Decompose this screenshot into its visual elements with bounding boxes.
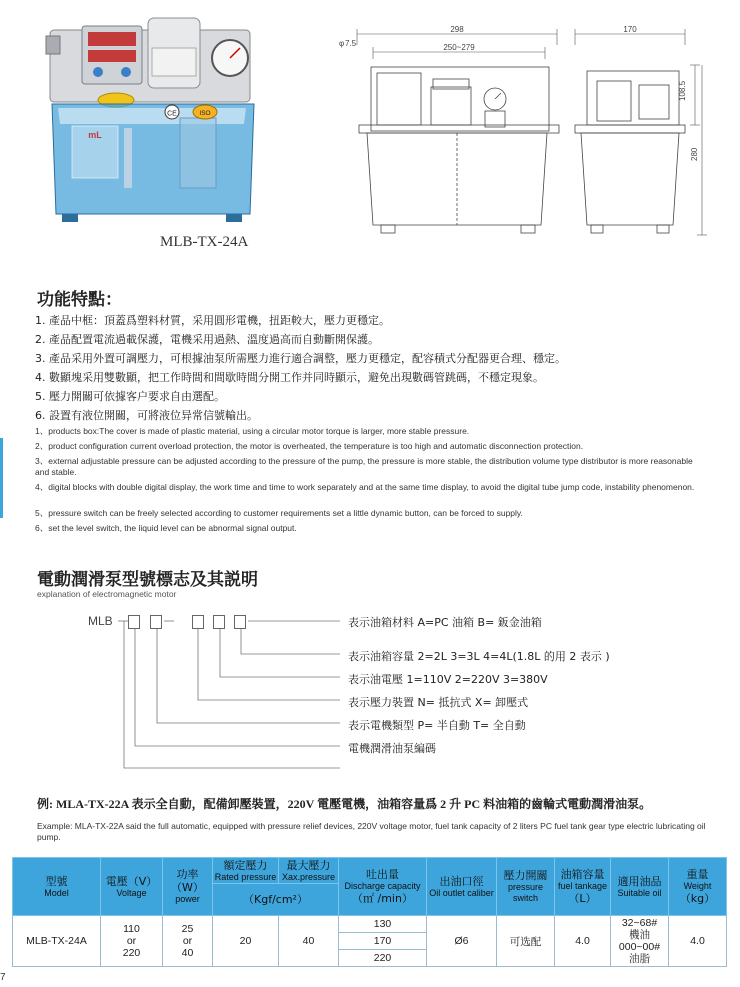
code-box-2 — [150, 615, 162, 629]
cell-discharge-1: 130 — [339, 916, 427, 933]
cell-discharge-2: 170 — [339, 933, 427, 950]
iso-mark: ISO — [199, 110, 211, 117]
dim-250-279: 250~279 — [443, 43, 475, 52]
ce-mark: CE — [167, 110, 177, 118]
dim-7-5: 7.5 — [345, 39, 357, 48]
left-accent-bar — [0, 438, 3, 518]
cell-max-pressure: 40 — [279, 916, 339, 967]
spec-table — [12, 857, 727, 967]
feature-en-6: 6、set the level switch, the liquid level can be abnormal signal output. — [35, 523, 297, 533]
feature-en-4: 4、digital blocks with double digital display, the work time and time to work separately and at the same time display, to avoid the digital tube jump code, instability phenomenon. — [35, 482, 695, 492]
page-number: 7 — [0, 972, 6, 983]
header-rated-pressure: 額定壓力 Rated pressure — [213, 858, 279, 884]
model-section-title: 電動潤滑泵型號標志及其説明 — [37, 570, 258, 590]
header-switch: 壓力開關 pressure switch — [497, 858, 555, 916]
model-desc-5: 表示電機類型 P= 半自動 T= 全自動 — [348, 719, 526, 732]
header-weight: 重量 Weight （kg） — [669, 858, 727, 916]
header-oil: 適用油品 Suitable oil — [611, 858, 669, 916]
digital-display-1 — [88, 32, 136, 46]
model-desc-4: 表示壓力裝置 N= 抵抗式 X= 卸壓式 — [348, 696, 529, 709]
header-max-pressure: 最大壓力 Xax.pressure — [279, 858, 339, 884]
phi-symbol: φ — [339, 39, 345, 48]
feature-zh-6: 6. 設置有液位開關，可將液位异常信號輸出。 — [35, 409, 258, 422]
technical-drawing — [335, 25, 710, 245]
model-desc-1: 表示油箱材料 A=PC 油箱 B= 鈑金油箱 — [348, 616, 542, 629]
code-box-5 — [234, 615, 246, 629]
product-image — [40, 8, 270, 230]
dim-170: 170 — [623, 25, 637, 34]
feature-en-5: 5、pressure switch can be freely selected according to customer requirements set a little dynamic button, can be forced to supply. — [35, 508, 523, 518]
product-caption: MLB-TX-24A — [160, 234, 249, 250]
code-box-4 — [213, 615, 225, 629]
dim-108-5: 108.5 — [678, 80, 687, 101]
feature-zh-4: 4. 數顯塊采用雙數顯，把工作時間和間歇時間分開工作并同時顯示，避免出現數碼管跳碼，不穩定現象。 — [35, 371, 544, 384]
header-discharge: 吐出量 Discharge capacity （㎡ /min） — [339, 858, 427, 916]
cell-outlet: Ø6 — [427, 916, 497, 967]
header-outlet: 出油口徑 Oil outlet caliber — [427, 858, 497, 916]
feature-zh-5: 5. 壓力開關可依據客户要求自由選配。 — [35, 390, 225, 403]
cell-model: MLB-TX-24A — [13, 916, 101, 967]
dim-280: 280 — [690, 147, 699, 161]
model-desc-6: 電機潤滑油泵編碼 — [348, 742, 436, 755]
model-desc-3: 表示油電壓 1=110V 2=220V 3=380V — [348, 673, 548, 686]
model-section-subtitle: explanation of electromagnetic motor — [37, 589, 177, 599]
brand-logo-text: mL — [88, 130, 102, 140]
feature-en-1: 1、products box:The cover is made of plastic material, using a circular motor torque is larger, more stable pressure. — [35, 426, 470, 436]
cell-weight: 4.0 — [669, 916, 727, 967]
example-zh: 例: MLA-TX-22A 表示全自動，配備卸壓裝置，220V 電壓電機，油箱容量爲 2 升 PC 料油箱的齒輪式電動潤滑油泵。 — [37, 797, 652, 811]
code-box-3 — [192, 615, 204, 629]
cell-oil: 32~68# 機油 000~00# 油脂 — [611, 916, 669, 967]
cell-tankage: 4.0 — [555, 916, 611, 967]
model-desc-2: 表示油箱容量 2=2L 3=3L 4=4L(1.8L 的用 2 表示 ) — [348, 650, 610, 663]
cell-discharge-3: 220 — [339, 950, 427, 967]
header-power: 功率（W） power — [163, 858, 213, 916]
header-model: 型號 Model — [13, 858, 101, 916]
header-voltage: 電壓（V） Voltage — [101, 858, 163, 916]
model-code-diagram — [110, 610, 350, 770]
cell-rated-pressure: 20 — [213, 916, 279, 967]
feature-en-3: 3、external adjustable pressure can be adjusted according to the pressure of the pump, the pressure is more stable, the distribution volume type distributor is more reasonable and stable. — [35, 456, 693, 477]
feature-en-2: 2、product configuration current overload protection, the motor is overheated, the temperature is too high and automatic disconnection protection. — [35, 441, 584, 451]
feature-zh-1: 1. 產品中框：頂蓋爲塑料材質，采用圓形電機，扭距較大，壓力更穩定。 — [35, 314, 390, 327]
cell-power: 25 or 40 — [163, 916, 213, 967]
cell-switch: 可选配 — [497, 916, 555, 967]
cell-voltage: 110 or 220 — [101, 916, 163, 967]
example-en: Example: MLA-TX-22A said the full automatic, equipped with pressure relief devices, 220V voltage motor, fuel tank capacity of 2 liters PC fuel tank gear type electric lubricating oil pump. — [37, 821, 706, 842]
feature-zh-3: 3. 產品采用外置可調壓力，可根據油泵所需壓力進行適合調整，壓力更穩定，配容積式分配器更合理、穩定。 — [35, 352, 566, 365]
code-box-1 — [128, 615, 140, 629]
feature-zh-2: 2. 產品配置電流過載保護，電機采用過熱、溫度過高而自動斷開保護。 — [35, 333, 379, 346]
header-tankage: 油箱容量 fuel tankage （L） — [555, 858, 611, 916]
model-prefix: MLB — [88, 614, 113, 628]
side-view — [575, 71, 685, 233]
front-view — [359, 67, 559, 233]
features-title: 功能特點： — [37, 290, 122, 310]
dim-298: 298 — [450, 25, 464, 34]
header-pressure-unit: （Kgf/cm²） — [213, 884, 339, 916]
digital-display-2 — [88, 50, 136, 62]
